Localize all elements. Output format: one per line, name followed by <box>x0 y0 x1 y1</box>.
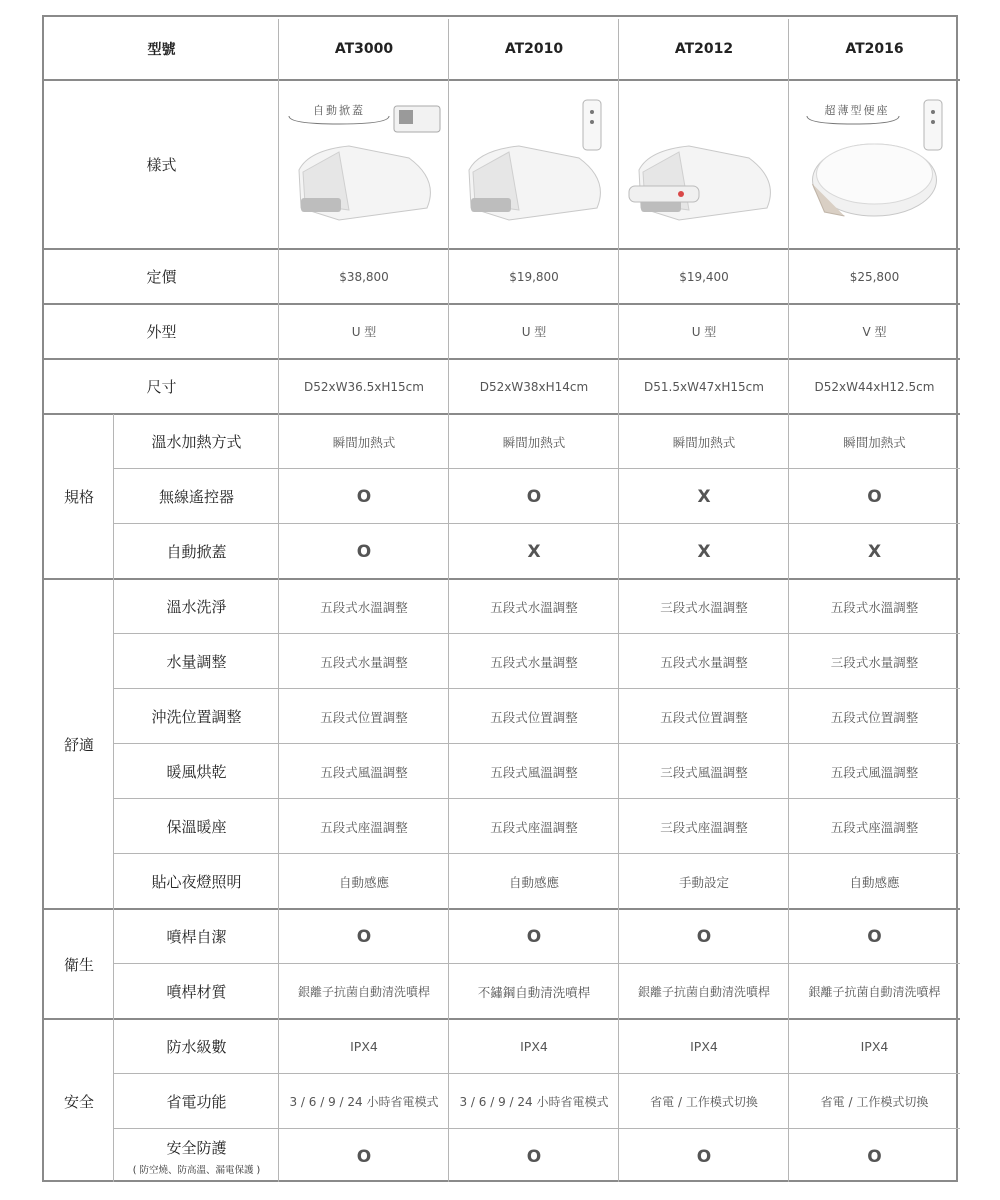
value-cell <box>449 964 619 1019</box>
cross-mark: X <box>527 541 541 562</box>
value-text: 五段式風溫調整 <box>320 764 408 780</box>
value-cell <box>789 909 960 964</box>
style-label: 樣式 <box>146 156 177 174</box>
value-cell <box>279 1019 449 1074</box>
value-cell <box>279 744 449 799</box>
value-text: 省電 / 工作模式切換 <box>820 1095 929 1109</box>
value-cell <box>789 304 960 359</box>
value-cell <box>279 689 449 744</box>
group-label: 衛生 <box>63 955 94 974</box>
value-cell <box>789 854 960 909</box>
circle-mark: O <box>526 1146 542 1167</box>
row-label: 溫水洗淨 <box>166 598 227 616</box>
value-cell <box>619 469 789 524</box>
value-text: IPX4 <box>690 1039 718 1054</box>
value-text: 五段式水量調整 <box>660 654 748 670</box>
row-label-cell <box>114 469 279 524</box>
value-cell <box>619 634 789 689</box>
circle-mark: O <box>867 926 882 947</box>
value-text: 省電 / 工作模式切換 <box>650 1095 758 1109</box>
toilet-seat-image <box>619 80 789 249</box>
row-label-cell <box>114 799 279 854</box>
value-text: 不鏽鋼自動清洗噴桿 <box>477 984 591 1000</box>
value-text: 瞬間加熱式 <box>843 434 906 450</box>
row-label-cell <box>44 304 279 359</box>
value-text: $19,400 <box>679 269 729 284</box>
group-label: 安全 <box>63 1093 94 1111</box>
row-label: 自動掀蓋 <box>166 543 227 561</box>
row-label-cell <box>114 689 279 744</box>
model-header-cell <box>619 17 789 80</box>
model-header-cell <box>449 17 619 80</box>
row-label: 安全防護 <box>166 1139 227 1157</box>
row-label: 保溫暖座 <box>166 818 227 836</box>
value-cell <box>789 524 960 579</box>
product-image-cell <box>279 80 449 249</box>
value-text: 手動設定 <box>678 874 729 890</box>
circle-mark: O <box>696 926 712 947</box>
value-cell <box>449 1019 619 1074</box>
group-label: 規格 <box>63 488 94 506</box>
value-cell <box>619 1074 789 1129</box>
value-text: 五段式水量調整 <box>320 654 408 670</box>
value-text: 五段式位置調整 <box>660 709 748 725</box>
value-cell <box>279 1074 449 1129</box>
value-text: 三段式風溫調整 <box>660 764 748 780</box>
value-text: 銀離子抗菌自動清洗噴桿 <box>637 985 770 999</box>
value-cell <box>619 689 789 744</box>
circle-mark: O <box>867 1146 882 1167</box>
value-cell <box>279 634 449 689</box>
row-label-cell <box>114 414 279 469</box>
value-text: 五段式位置調整 <box>490 709 578 725</box>
value-cell <box>279 524 449 579</box>
row-label: 沖洗位置調整 <box>151 708 242 726</box>
row-label-cell <box>44 359 279 414</box>
row-label-cell <box>114 854 279 909</box>
value-text: 瞬間加熱式 <box>332 434 396 450</box>
value-cell <box>789 689 960 744</box>
cross-mark: X <box>867 541 882 562</box>
circle-mark: O <box>526 486 542 507</box>
value-cell <box>449 579 619 634</box>
value-text: $25,800 <box>849 269 900 284</box>
value-text: U 型 <box>351 325 377 339</box>
group-label-cell <box>44 909 114 1019</box>
value-text: 三段式座溫調整 <box>660 819 748 835</box>
value-text: 銀離子抗菌自動清洗噴桿 <box>297 985 430 999</box>
group-label-cell <box>44 414 114 579</box>
row-label: 外型 <box>146 323 177 341</box>
row-label: 省電功能 <box>166 1093 227 1111</box>
value-cell <box>789 744 960 799</box>
value-text: 自動感應 <box>508 874 559 890</box>
row-label-cell <box>114 1074 279 1129</box>
value-text: 三段式水量調整 <box>830 654 919 670</box>
value-text: D52xW44xH12.5cm <box>814 379 935 394</box>
value-cell <box>789 964 960 1019</box>
value-cell <box>619 1019 789 1074</box>
row-sublabel: ( 防空燒、防高溫、漏電保護 ) <box>132 1165 261 1176</box>
row-label-cell <box>114 909 279 964</box>
value-text: 五段式水量調整 <box>490 654 578 670</box>
model-header-cell <box>279 17 449 80</box>
image-callout-label: 超薄型便座 <box>824 104 890 117</box>
value-text: $19,800 <box>509 269 559 284</box>
row-label-cell <box>44 249 279 304</box>
value-text: 自動感應 <box>849 874 900 890</box>
row-label: 防水級數 <box>166 1038 227 1056</box>
value-cell <box>279 579 449 634</box>
value-cell <box>449 689 619 744</box>
value-text: U 型 <box>691 325 717 339</box>
row-label: 尺寸 <box>146 378 177 396</box>
style-label-cell <box>44 80 279 249</box>
value-text: 五段式座溫調整 <box>830 819 919 835</box>
row-label-cell <box>114 964 279 1019</box>
row-label: 溫水加熱方式 <box>151 433 242 451</box>
row-label: 暖風烘乾 <box>166 763 227 781</box>
cross-mark: X <box>697 486 711 507</box>
circle-mark: O <box>356 486 372 507</box>
value-text: V 型 <box>862 325 887 339</box>
value-cell <box>619 1129 789 1184</box>
row-label-cell <box>114 634 279 689</box>
value-text: 瞬間加熱式 <box>672 434 736 450</box>
circle-mark: O <box>356 1146 372 1167</box>
value-cell <box>789 799 960 854</box>
circle-mark: O <box>867 486 882 507</box>
value-cell <box>619 854 789 909</box>
value-cell <box>279 964 449 1019</box>
value-cell <box>449 909 619 964</box>
value-cell <box>619 524 789 579</box>
group-label-cell <box>44 1019 114 1184</box>
group-label-cell <box>44 579 114 909</box>
value-cell <box>449 1129 619 1184</box>
model-name: AT2016 <box>845 40 904 57</box>
value-cell <box>619 359 789 414</box>
value-text: 銀離子抗菌自動清洗噴桿 <box>808 985 941 999</box>
model-name: AT3000 <box>334 40 394 57</box>
comparison-table <box>42 15 958 1182</box>
value-cell <box>789 1074 960 1129</box>
value-cell <box>449 634 619 689</box>
value-text: IPX4 <box>520 1039 548 1054</box>
header-label-cell <box>44 17 279 80</box>
value-text: D51.5xW47xH15cm <box>644 379 764 394</box>
value-text: 3 / 6 / 9 / 24 小時省電模式 <box>459 1095 609 1109</box>
value-cell <box>619 414 789 469</box>
model-header-cell <box>789 17 960 80</box>
value-cell <box>279 249 449 304</box>
circle-mark: O <box>526 926 542 947</box>
value-cell <box>279 854 449 909</box>
value-text: IPX4 <box>350 1039 378 1054</box>
value-text: 五段式水溫調整 <box>320 599 408 615</box>
value-cell <box>449 414 619 469</box>
header-label: 型號 <box>147 41 176 58</box>
value-cell <box>449 799 619 854</box>
row-label-cell <box>114 1129 279 1184</box>
value-cell <box>619 744 789 799</box>
row-label-cell <box>114 579 279 634</box>
row-label: 噴桿自潔 <box>166 928 227 946</box>
value-cell <box>449 854 619 909</box>
row-label-cell <box>114 744 279 799</box>
row-label: 水量調整 <box>166 653 227 671</box>
value-cell <box>449 744 619 799</box>
value-text: 五段式位置調整 <box>830 709 919 725</box>
value-text: 三段式水溫調整 <box>660 599 748 615</box>
image-callout-label: 自動掀蓋 <box>313 104 365 117</box>
row-label: 貼心夜燈照明 <box>151 873 242 891</box>
toilet-seat-image <box>449 80 619 249</box>
row-label-cell <box>114 524 279 579</box>
value-cell <box>789 469 960 524</box>
row-label: 無線遙控器 <box>158 488 234 506</box>
value-text: 3 / 6 / 9 / 24 小時省電模式 <box>289 1095 439 1109</box>
value-cell <box>619 799 789 854</box>
value-cell <box>449 249 619 304</box>
value-cell <box>449 469 619 524</box>
value-text: D52xW38xH14cm <box>479 379 589 394</box>
value-cell <box>279 799 449 854</box>
product-image-cell <box>619 80 789 249</box>
value-text: 五段式水溫調整 <box>490 599 578 615</box>
value-text: IPX4 <box>860 1039 889 1054</box>
value-text: 五段式水溫調整 <box>830 599 919 615</box>
value-text: 五段式座溫調整 <box>490 819 578 835</box>
value-cell <box>789 1019 960 1074</box>
value-cell <box>279 304 449 359</box>
value-cell <box>449 359 619 414</box>
value-text: $38,800 <box>339 269 389 284</box>
value-text: 瞬間加熱式 <box>502 434 566 450</box>
value-cell <box>619 579 789 634</box>
row-label-cell <box>114 1019 279 1074</box>
product-image-cell <box>789 80 960 249</box>
value-text: 五段式座溫調整 <box>320 819 408 835</box>
product-image-cell <box>449 80 619 249</box>
value-cell <box>789 249 960 304</box>
value-cell <box>449 524 619 579</box>
value-cell <box>619 304 789 359</box>
value-cell <box>789 359 960 414</box>
value-cell <box>789 634 960 689</box>
circle-mark: O <box>356 541 372 562</box>
value-text: 自動感應 <box>338 874 389 890</box>
model-name: AT2012 <box>674 40 734 57</box>
group-label: 舒適 <box>63 735 94 754</box>
value-cell <box>279 469 449 524</box>
value-cell <box>279 1129 449 1184</box>
value-text: 五段式風溫調整 <box>830 764 919 780</box>
value-cell <box>279 909 449 964</box>
value-cell <box>619 964 789 1019</box>
value-cell <box>449 1074 619 1129</box>
row-label: 噴桿材質 <box>166 983 227 1001</box>
value-cell <box>279 414 449 469</box>
value-text: 五段式風溫調整 <box>490 764 578 780</box>
cross-mark: X <box>697 541 711 562</box>
value-cell <box>279 359 449 414</box>
value-text: D52xW36.5xH15cm <box>304 379 424 394</box>
row-label: 定價 <box>146 268 177 286</box>
value-cell <box>449 304 619 359</box>
value-cell <box>789 579 960 634</box>
model-name: AT2010 <box>504 40 564 57</box>
value-cell <box>619 249 789 304</box>
value-cell <box>789 1129 960 1184</box>
value-text: 五段式位置調整 <box>320 709 408 725</box>
circle-mark: O <box>696 1146 712 1167</box>
value-cell <box>619 909 789 964</box>
value-cell <box>789 414 960 469</box>
value-text: U 型 <box>521 325 547 339</box>
circle-mark: O <box>356 926 372 947</box>
